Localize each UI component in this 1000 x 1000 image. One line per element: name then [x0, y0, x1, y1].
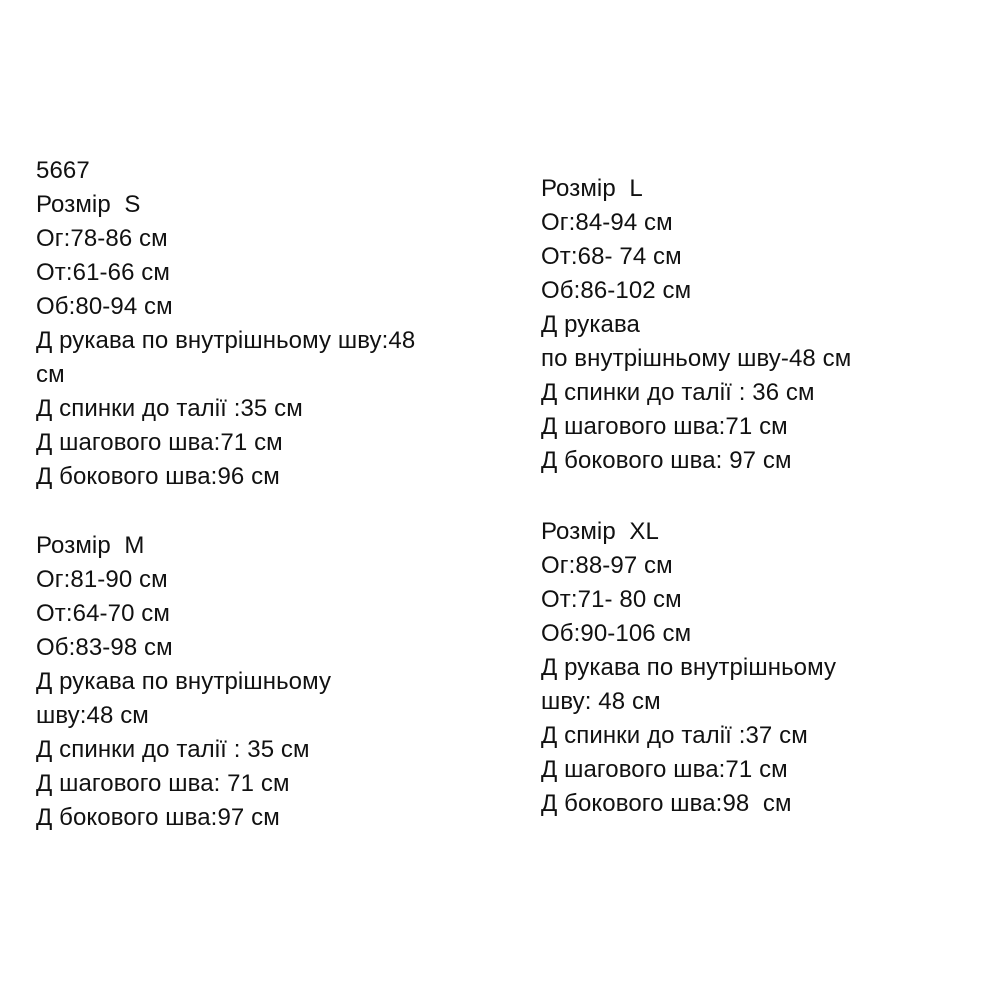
size-heading-s: Розмір S: [36, 191, 141, 218]
measure-hips: Об:86-102 см: [541, 277, 692, 304]
measure-sleeve: Д рукава по внутрішньому: [36, 668, 332, 695]
measure-chest: Ог:78-86 см: [36, 225, 168, 252]
measure-sleeve-cont: шву:48 см: [36, 702, 149, 729]
measure-waist: От:71- 80 см: [541, 586, 682, 613]
measure-sleeve-cont: см: [36, 361, 65, 388]
measure-back-length: Д спинки до талії :35 см: [36, 395, 303, 422]
measure-waist: От:68- 74 см: [541, 243, 682, 270]
measure-inseam: Д шагового шва: 71 см: [36, 770, 290, 797]
size-heading-m: Розмір M: [36, 532, 145, 559]
measure-chest: Ог:84-94 см: [541, 209, 673, 236]
measure-chest: Ог:81-90 см: [36, 566, 168, 593]
measure-back-length: Д спинки до талії :37 см: [541, 722, 808, 749]
measure-inseam: Д шагового шва:71 см: [541, 756, 788, 783]
measure-sleeve-cont: шву: 48 см: [541, 688, 661, 715]
measure-sleeve: Д рукава: [541, 311, 641, 338]
measure-waist: От:64-70 см: [36, 600, 170, 627]
measure-sleeve-cont: по внутрішньому шву-48 см: [541, 345, 852, 372]
size-block-s: [36, 154, 415, 494]
size-heading-l: Розмір L: [541, 175, 643, 202]
measure-sleeve: Д рукава по внутрішньому: [541, 654, 837, 681]
measure-hips: Об:83-98 см: [36, 634, 173, 661]
measure-sleeve: Д рукава по внутрішньому шву:48: [36, 327, 416, 354]
measure-side-seam: Д бокового шва:96 см: [36, 463, 280, 490]
article-code: 5667: [36, 157, 90, 184]
measure-hips: Об:80-94 см: [36, 293, 173, 320]
measure-side-seam: Д бокового шва:97 см: [36, 804, 280, 831]
size-block-l: [541, 172, 851, 478]
measure-back-length: Д спинки до талії : 35 см: [36, 736, 310, 763]
size-block-xl: [541, 515, 836, 821]
measure-inseam: Д шагового шва:71 см: [36, 429, 283, 456]
measure-side-seam: Д бокового шва: 97 см: [541, 447, 792, 474]
measure-back-length: Д спинки до талії : 36 см: [541, 379, 815, 406]
size-block-m: [36, 529, 331, 835]
measure-waist: От:61-66 см: [36, 259, 170, 286]
measure-inseam: Д шагового шва:71 см: [541, 413, 788, 440]
size-heading-xl: Розмір XL: [541, 518, 659, 545]
measure-hips: Об:90-106 см: [541, 620, 692, 647]
measure-side-seam: Д бокового шва:98 см: [541, 790, 792, 817]
measure-chest: Ог:88-97 см: [541, 552, 673, 579]
